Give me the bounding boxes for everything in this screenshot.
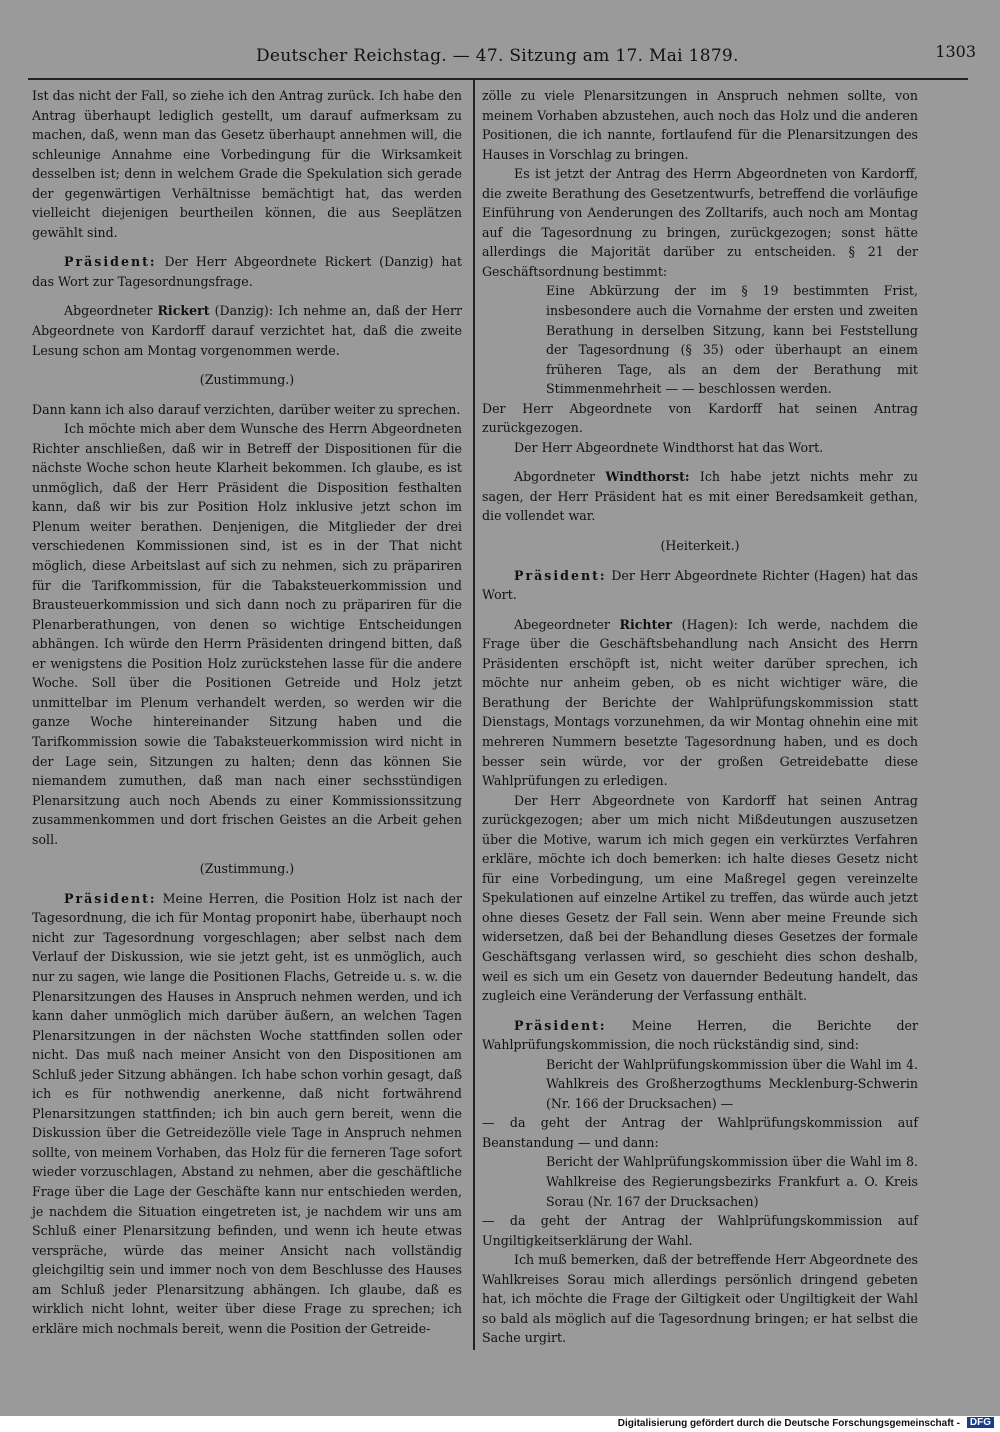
speech-text: Der Herr Abgeordnete Richter (Hagen) hat das Wort. [482, 567, 918, 603]
paragraph: Es ist jetzt der Antrag des Herrn Abgeordneten von Kardorff, die zweite Berathung des Gesetzentwurfs, betreffend die vorläufige Einführung von Aenderungen des Zolltarifs, auch noch am Montag auf die Tagesordnung zu bringen, zurückgezogen; sonst hätte allerdings die Majorität darüber zu entscheiden. § 21 der Geschäftsordnung bestimmt: [482, 166, 918, 279]
footer-bar [0, 1416, 1000, 1432]
paragraph: Der Herr Abgeordnete von Kardorff hat seinen Antrag zurückgezogen; aber um mich nicht Mißdeutungen auszusetzen über die Motive, warum ich mich gegen ein verkürztes Verfahren erkläre, möchte ich doch bemerken: ich halte dieses Gesetz nicht für eine Vorbedingung, um eine Maßregel gegen vereinzelte Spekulationen auf einzelne Artikel zu treffen, das würde auch jetzt ohne dieses Gesetz der Fall sein. Wenn aber meine Freunde sich widersetzen, daß bei der Behandlung dieses Gesetzes der formale Geschäftsgang verlassen wird, so geschieht dies schon deshalb, weil es sich um ein Gesetz von dauernder Bedeutung handelt, das zugleich eine Veränderung der Verfassung enthält. [482, 792, 918, 1004]
paragraph: — da geht der Antrag der Wahlprüfungskommission auf Ungiltigkeitserklärung der Wahl. [482, 1213, 918, 1248]
right-column [482, 86, 918, 1348]
dfg-logo: DFG [967, 1417, 994, 1428]
speech-paragraph [32, 301, 462, 360]
paragraph: Ich möchte mich aber dem Wunsche des Herrn Abgeordneten Richter anschließen, daß wir in Betreff der Dispositionen für die nächste Woche schon heute Klarheit bekommen. Ich glaube, es ist unmöglich, daß der Herr Präsident die Disposition festhalten kann, daß wir bis zur Position Holz inklusive jetzt schon im Plenum weiter berathen. Denjenigen, die Mitglieder der drei verschiedenen Kommissionen sind, ist es in der That nicht möglich, diese Arbeitslast auf sich zu nehmen, sich zu präpariren für die Tarifkommission, für die Tabaksteuerkommission und Brausteuerkommission und sich dann noch zu präpariren für die Plenarberathungen, von denen so wichtige Entscheidungen abhängen. Ich würde den Herrn Präsidenten dringend bitten, daß er wenigstens die Position Holz zurückstehen lasse für die andere Woche. Soll über die Positionen Getreide und Holz jetzt unmittelbar im Plenum verhandelt werden, so werden wir die ganze Woche hintereinander Sitzung haben und die Tarifkommission sowie die Tabaksteuerkommission wird nicht in der Lage sein, Sitzungen zu halten; denn das können Sie niemandem zumuthen, daß man nach einer sechsstündigen Plenarsitzung auch noch Abends zu einer Kommissionssitzung zusammenkommen und dort frischen Geistes an die Arbeit gehen soll. [32, 421, 462, 847]
paragraph: Der Herr Abgeordnete von Kardorff hat seinen Antrag zurückgezogen. [482, 400, 918, 436]
speaker-name: Rickert [157, 303, 210, 319]
speaker-name: Präsident: [514, 567, 607, 583]
page-header [28, 40, 988, 70]
paragraph: zölle zu viele Plenarsitzungen in Anspruch nehmen sollte, von meinem Vorhaben abzustehen, auch noch das Holz und die anderen Positionen, die ich nannte, fortlaufend für die Plenarsitzungen des Hauses in Vorschlag zu bringen. [482, 88, 918, 162]
speech-paragraph [32, 889, 462, 1339]
speech-text: (Hagen): Ich werde, nachdem die Frage über die Geschäftsbehandlung nach Ansicht des Herrn Präsidenten erschöpft ist, nicht weiter darüber sprechen, ich möchte nur anheim geben, ob es nicht wichtiger wäre, die Berathung der Berichte der Wahlprüfungskommission statt Dienstags, Montags vorzunehmen, da wir Montag ohnehin eine mit mehreren Nummern besetzte Tagesordnung haben, und es doch besser sein würde, vor der großen Getreidebatte diese Wahlprüfungen zu erledigen. [482, 616, 918, 789]
paragraph: — da geht der Antrag der Wahlprüfungskommission auf Beanstandung — und dann: [482, 1115, 918, 1150]
speech-paragraph [32, 252, 462, 291]
funding-credit: Digitalisierung gefördert durch die Deutsche Forschungsgemeinschaft - [617, 1418, 960, 1429]
paragraph: Ich muß bemerken, daß der betreffende Herr Abgeordnete des Wahlkreises Sorau mich allerdings persönlich dringend gebeten hat, ich möchte die Frage der Giltigkeit oder Ungiltigkeit der Wahl so bald als möglich auf die Tagesordnung bringen; er hat selbst die Sache urgirt. [482, 1252, 918, 1346]
speaker-name: Präsident: [64, 254, 157, 270]
paragraph: Ist das nicht der Fall, so ziehe ich den Antrag zurück. Ich habe den Antrag überhaupt lediglich gestellt, um darauf aufmerksam zu machen, daß, wenn man das Gesetz überhaupt annehmen will, die schleunige Annahme eine Vorbedingung für die Wirksamkeit desselben ist; denn in welchem Grade die Spekulation sich gerade der gegenwärtigen Verhältnisse bemächtigt hat, das werden vielleicht diejenigen beurtheilen können, die aus Seeplätzen gewählt sind. [32, 88, 462, 240]
column-rule [473, 80, 475, 1350]
speech-text: Der Herr Abgeordnete Rickert (Danzig) hat das Wort zur Tagesordnungsfrage. [32, 254, 462, 289]
speech-text: Meine Herren, die Position Holz ist nach der Tagesordnung, die ich für Montag proponirt habe, überhaupt noch nicht zur Tagesordnung vorgeschlagen; aber selbst nach dem Verlauf der Diskussion, wie sie jetzt geht, ist es unmöglich, auch nur zu sagen, wie lange die Positionen Flachs, Getreide u. s. w. die Plenarsitzungen des Hauses in Anspruch nehmen werden, und ich kann daher unmöglich mich darüber äußern, an welchen Tagen Plenarsitzungen in der nächsten Woche stattfinden sollen oder nicht. Das muß nach meiner Ansicht von den Dispositionen am Schluß jeder Sitzung abhängen. Ich habe schon vorhin gesagt, daß ich es für nothwendig anerkenne, daß nicht fortwährend Plenarsitzungen stattfinden; ich bin auch gern bereit, wenn die Diskussion über die Getreidezölle viele Tage in Anspruch nehmen sollte, von meinem Vorhaben, das Holz für die ferneren Tage sofort wieder vorzuschlagen, Abstand zu nehmen, aber die geschäftliche Frage über die Lage der Geschäfte kann nur entschieden werden, je nachdem die Situation eingetreten ist, je nachdem wir uns am Schluß einer Plenarsitzung befinden, und wenn ich heute etwas verspräche, würde das meiner Ansicht nach vollständig gleichgiltig sein und immer noch von dem Beschlusse des Hauses am Schluß jeder Plenarsitzung abhängen. Ich glaube, daß es wirklich nicht lohnt, weiter über diese Frage zu sprechen; ich erkläre mich nochmals bereit, wenn die Position der Getreide- [32, 890, 462, 1336]
speaker-prefix: Abgordneter [514, 469, 606, 485]
quoted-report: Bericht der Wahlprüfungskommission über die Wahl im 4. Wahlkreis des Großherzogthums Mecklenburg-Schwerin (Nr. 166 der Drucksachen) — [546, 1056, 918, 1111]
speaker-name: Präsident: [64, 890, 157, 906]
quoted-report: Bericht der Wahlprüfungskommission über die Wahl im 8. Wahlkreise des Regierungsbezirks Frankfurt a. O. Kreis Sorau (Nr. 167 der Drucksachen) [546, 1154, 918, 1209]
speaker-name: Präsident: [514, 1017, 607, 1033]
page-number: 1303 [935, 42, 976, 61]
speech-paragraph [482, 566, 918, 605]
paragraph: Dann kann ich also darauf verzichten, darüber weiter zu sprechen. [32, 401, 461, 417]
speech-text: (Danzig): Ich nehme an, daß der Herr Abgeordnete von Kardorff darauf verzichtet hat, daß die zweite Lesung schon am Montag vorgenommen werde. [32, 303, 463, 358]
speaker-prefix: Abegeordneter [514, 616, 620, 632]
speaker-name: Richter [619, 616, 673, 632]
speech-paragraph [482, 615, 918, 791]
speech-text: Meine Herren, die Berichte der Wahlprüfungskommission, die noch rückständig sind, sind: [482, 1017, 918, 1053]
stage-direction: (Zustimmung.) [199, 372, 295, 388]
speech-paragraph [482, 467, 918, 526]
speaker-prefix: Abgeordneter [64, 303, 158, 319]
quoted-rule: Eine Abkürzung der im § 19 bestimmten Frist, insbesondere auch die Vornahme der ersten und zweiten Berathung in derselben Sitzung, kann bei Feststellung der Tagesordnung (§ 35) oder überhaupt an einem früheren Tage, als an dem der Berathung mit Stimmenmehrheit — — beschlossen werden. [546, 283, 918, 397]
header-rule [28, 78, 968, 80]
speech-paragraph [482, 1016, 918, 1055]
speech-text: Ich habe jetzt nichts mehr zu sagen, der Herr Präsident hat es mit einer Beredsamkeit gethan, die vollendet war. [482, 469, 918, 524]
running-title: Deutscher Reichstag. — 47. Sitzung am 17. Mai 1879. [256, 46, 739, 66]
speaker-name: Windthorst: [605, 469, 690, 485]
stage-direction: (Heiterkeit.) [660, 538, 740, 554]
paragraph: Der Herr Abgeordnete Windthorst hat das Wort. [514, 439, 824, 455]
left-column [32, 86, 462, 1338]
stage-direction: (Zustimmung.) [199, 861, 295, 877]
